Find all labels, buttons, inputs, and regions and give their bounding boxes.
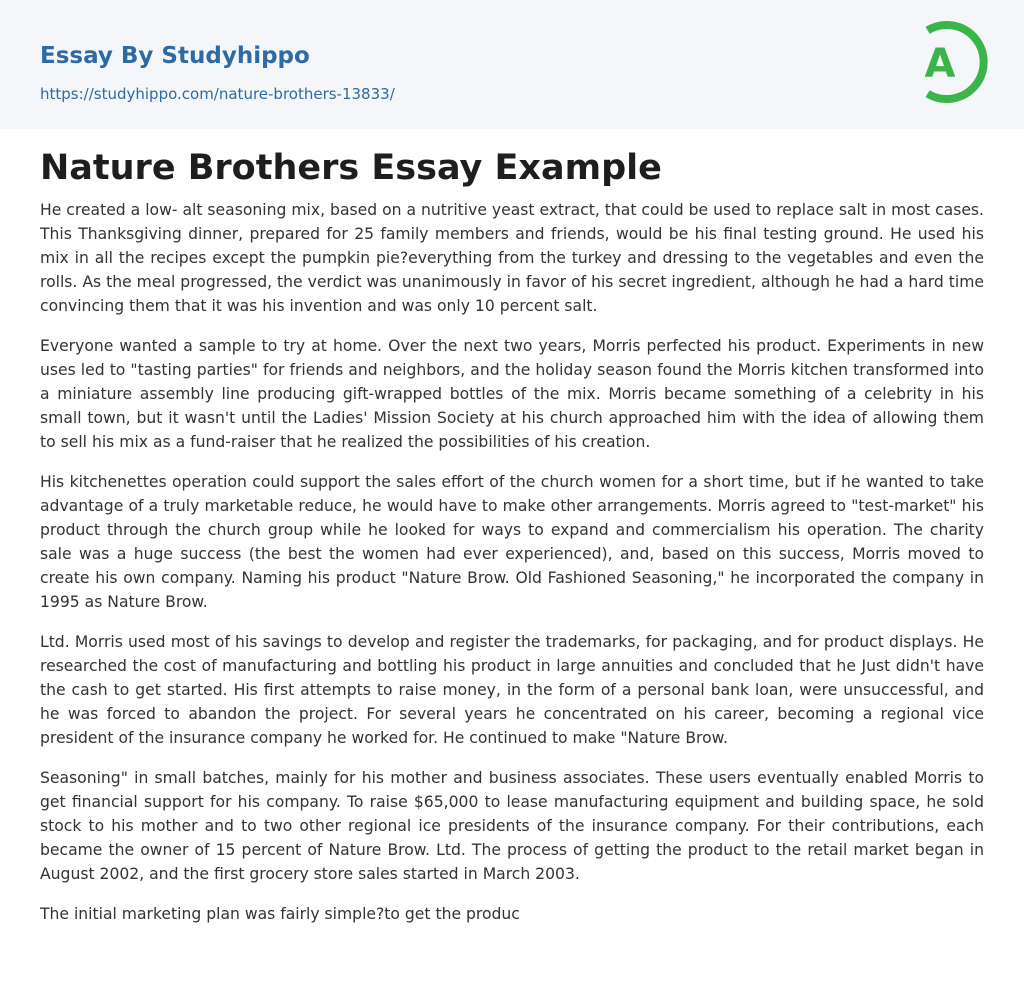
article-paragraph: His kitchenettes operation could support the sales effort of the church women for a short time, but if he wanted to take advantage of a truly marketable reduce, he would have to make other arrangements. Morris agreed to "test-market" his product through the church group while he looked for ways to expand and commercialism his operation. The charity sale was a huge success (the best the women had ever experienced), and, based on this success, Morris moved to create his own company. Naming his product "Nature Brow. Old Fashioned Seasoning," he incorporated the company in 1995 as Nature Brow. [40, 473, 984, 611]
article-paragraph: Ltd. Morris used most of his savings to develop and register the trademarks, for packaging, and for product displays. He researched the cost of manufacturing and bottling his product in large annuities and concluded that he Just didn't have the cash to get started. His first attempts to raise money, in the form of a personal bank loan, were unsuccessful, and he was forced to abandon the project. For several years he concentrated on his career, becoming a regional vice president of the insurance company he worked for. He continued to make "Nature Brow. [40, 633, 984, 747]
article-paragraph: Seasoning" in small batches, mainly for his mother and business associates. These users eventually enabled Morris to get financial support for his company. To raise $65,000 to lease manufacturing equipment and building space, he sold stock to his mother and to two other regional ice presidents of the insurance company. For their contributions, each became the owner of 15 percent of Nature Brow. Ltd. The process of getting the product to the retail market began in August 2002, and the first grocery store sales started in March 2003. [40, 769, 984, 883]
site-brand[interactable]: Essay By Studyhippo [40, 43, 310, 69]
logo-letter: A [924, 41, 956, 87]
article [40, 146, 984, 942]
article-paragraph: He created a low- alt seasoning mix, based on a nutritive yeast extract, that could be used to replace salt in most cases. This Thanksgiving dinner, prepared for 25 family members and friends, would be his final testing ground. He used his mix in all the recipes except the pumpkin pie?everything from the turkey and dressing to the vegetables and even the rolls. As the meal progressed, the verdict was unanimously in favor of his secret ingredient, although he had a hard time convincing them that it was his invention and was only 10 percent salt. [40, 201, 984, 315]
site-header [0, 0, 1024, 129]
article-paragraph: Everyone wanted a sample to try at home. Over the next two years, Morris perfected his product. Experiments in new uses led to "tasting parties" for friends and neighbors, and the holiday season found the Morris kitchen transformed into a miniature assembly line producing gift-wrapped bottles of the mix. Morris became something of a celebrity in his small town, but it wasn't until the Ladies' Mission Society at his church approached him with the idea of allowing them to sell his mix as a fund-raiser that he realized the possibilities of his creation. [40, 337, 984, 451]
article-paragraph-truncated: The initial marketing plan was fairly simple?to get the produc [40, 905, 520, 923]
article-title: Nature Brothers Essay Example [40, 148, 662, 188]
studyhippo-a-logo-icon[interactable] [912, 18, 988, 106]
source-url-link[interactable]: https://studyhippo.com/nature-brothers-13833/ [40, 85, 395, 103]
